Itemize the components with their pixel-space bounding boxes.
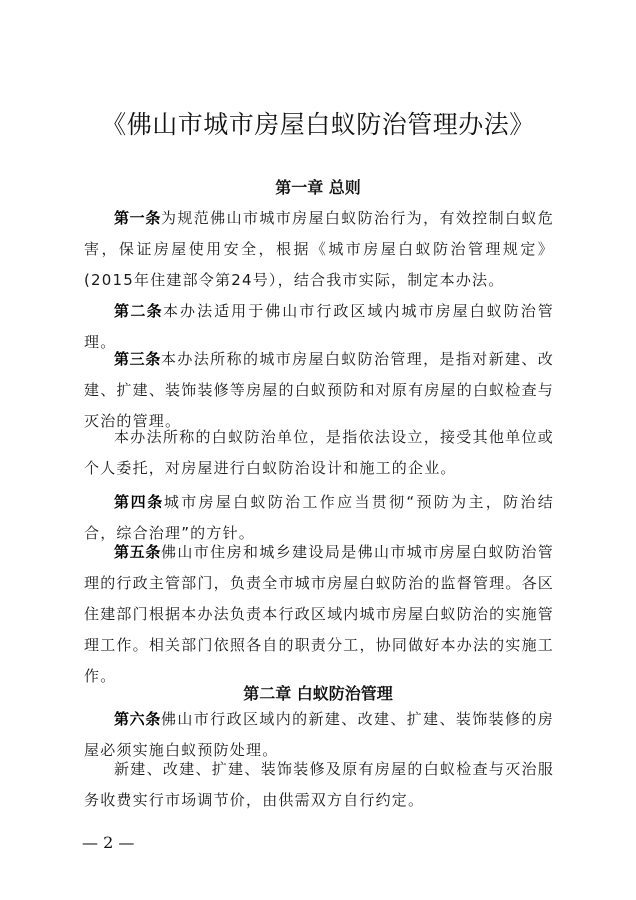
document-title: 《佛山市城市房屋白蚁防治管理办法》: [101, 110, 535, 139]
article-text: 本办法适用于佛山市行政区域内城市房屋白蚁防治管理。: [84, 302, 554, 351]
article-label: 第一条: [114, 209, 162, 227]
article-paragraph: [84, 754, 554, 816]
chapter-heading: 第一章 总则: [275, 178, 361, 197]
page-number: — 2 —: [82, 833, 135, 852]
article-text: 为规范佛山市城市房屋白蚁防治行为，有效控制白蚁危害，保证房屋使用安全，根据《城市房屋白蚁防治管理规定》(2015年住建部令第24号），结合我市实际，制定本办法。: [84, 209, 554, 289]
article-text: 佛山市行政区域内的新建、改建、扩建、装饰装修的房屋必须实施白蚁预防处理。: [84, 710, 554, 759]
article-text: 新建、改建、扩建、装饰装修及原有房屋的白蚁检查与灭治服务收费实行市场调节价，由供需双方自行约定。: [84, 760, 554, 809]
article-text: 佛山市住房和城乡建设局是佛山市城市房屋白蚁防治管理的行政主管部门，负责全市城市房屋白蚁防治的监督管理。各区住建部门根据本办法负责本行政区域内城市房屋白蚁防治的实施管理工作。相关部门依照各自的职责分工，协同做好本办法的实施工作。: [84, 543, 554, 685]
article-text: 本办法所称的城市房屋白蚁防治管理，是指对新建、改建、扩建、装饰装修等房屋的白蚁预防和对原有房屋的白蚁检查与灭治的管理。: [84, 350, 554, 430]
article-text: 城市房屋白蚁防治工作应当贯彻“预防为主，防治结合，综合治理”的方针。: [84, 493, 554, 542]
article-paragraph: [84, 203, 554, 296]
article-paragraph: [84, 422, 554, 484]
article-label: 第三条: [114, 350, 162, 368]
article-label: 第五条: [114, 543, 162, 561]
article-text: 本办法所称的白蚁防治单位，是指依法设立，接受其他单位或个人委托，对房屋进行白蚁防治设计和施工的企业。: [84, 428, 554, 477]
article-label: 第二条: [114, 302, 164, 320]
article-label: 第四条: [114, 493, 164, 511]
chapter-heading: 第二章 白蚁防治管理: [243, 684, 393, 703]
article-paragraph: [84, 537, 554, 692]
article-label: 第六条: [114, 710, 162, 728]
